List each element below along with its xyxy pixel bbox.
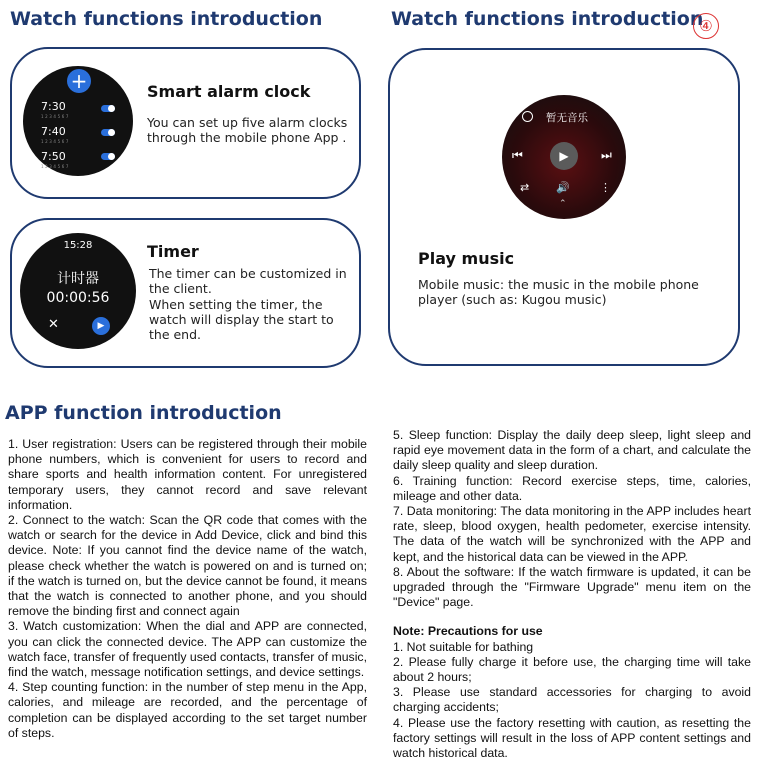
timer-description-1: The timer can be customized in the client.: [149, 266, 347, 296]
alarm-time-1: 7:30: [41, 100, 66, 113]
repeat-icon: ⇄: [520, 181, 530, 194]
alarm-title: Smart alarm clock: [147, 82, 311, 101]
music-title: Play music: [418, 249, 515, 268]
alarm-time-3: 7:50: [41, 150, 66, 163]
app-right-column: [393, 428, 751, 761]
alarm-toggle-2: [101, 129, 115, 136]
volume-icon: 🔊: [556, 181, 570, 194]
left-section-title: Watch functions introduction: [10, 8, 323, 30]
music-watch-label: 暂无音乐: [546, 112, 588, 124]
app-paragraph-4: 4. Step counting function: in the number of step menu in the App, calories, and mileage are recorded, and the percentage of completion can be displayed according to the set target number of steps.: [8, 680, 367, 740]
note-title: Note: Precautions for use: [393, 624, 543, 639]
play-icon: ▶: [92, 317, 110, 335]
app-paragraph-5: 5. Sleep function: Display the daily deep sleep, light sleep and rapid eye movement data in the form of a chart, and calculate the daily sleep quality and sleep duration.: [393, 428, 751, 473]
more-icon: ⋮: [600, 181, 611, 194]
note-item-2: 2. Please fully charge it before use, the charging time will take about 2 hours;: [393, 654, 751, 685]
app-paragraph-3: 3. Watch customization: When the dial and APP are connected, you can click the connected device. The APP can customize the watch face, transfer of frequently used contacts, transfer of music, find the watch, message notification settings, and device settings.: [8, 619, 367, 680]
app-paragraph-8: 8. About the software: If the watch firmware is updated, it can be upgraded through the "Firmware Upgrade" menu item on the "Device" page.: [393, 564, 751, 610]
add-alarm-icon: +: [67, 69, 91, 93]
app-paragraph-2: 2. Connect to the watch: Scan the QR code that comes with the watch or search for the device in Add Device, click and bind this device. Note: If you cannot find the device name of the watch, please check whether the watch is powered on and is turned on; if the watch is turned on, but the device cannot be found, it means that the watch is connected to another phone, and you should remove the binding first and connect again: [8, 513, 367, 619]
app-paragraph-6: 6. Training function: Record exercise steps, time, calories, mileage and other data.: [393, 473, 751, 503]
note-item-3: 3. Please use standard accessories for charging to avoid charging accidents;: [393, 685, 751, 715]
note-item-1: 1. Not suitable for bathing: [393, 639, 534, 654]
app-section-title: APP function introduction: [5, 402, 282, 424]
timer-watch-face: [20, 233, 136, 349]
play-pause-icon: ▶: [550, 142, 578, 170]
music-description: Mobile music: the music in the mobile phone player (such as: Kugou music): [418, 277, 699, 307]
watch-icon: [522, 111, 533, 122]
chevron-up-icon: ⌃: [559, 199, 567, 209]
music-watch-face: [502, 95, 626, 219]
alarm-time-2: 7:40: [41, 125, 66, 138]
timer-label: 计时器: [57, 271, 99, 287]
previous-track-icon: ⏮: [512, 148, 523, 162]
right-section-title: Watch functions introduction: [391, 8, 704, 30]
app-left-column: [8, 437, 367, 741]
alarm-watch-face: [23, 66, 133, 176]
app-paragraph-7: 7. Data monitoring: The data monitoring in the APP includes heart rate, sleep, blood oxygen, health pedometer, exercise intensity. The data of the watch will be synchronized with the APP and kept, and the historical data can be viewed in the APP.: [393, 504, 751, 564]
timer-clock: 15:28: [63, 240, 93, 251]
app-paragraph-1: 1. User registration: Users can be registered through their mobile phone numbers, which is convenient for users to record and share sports and health information content. For unregistered temporary users, they cannot record and save relevant information.: [8, 437, 367, 512]
alarm-toggle-3: [101, 153, 115, 160]
timer-value: 00:00:56: [46, 290, 110, 306]
page-number-badge: ④: [693, 13, 719, 39]
alarm-description: You can set up five alarm clocks through the mobile phone App .: [147, 115, 348, 145]
next-track-icon: ⏭: [601, 148, 612, 162]
alarm-days-1: 1234567: [41, 114, 71, 119]
close-icon: ✕: [48, 317, 59, 332]
timer-title: Timer: [147, 242, 199, 261]
alarm-days-3: 1234567: [41, 164, 71, 169]
alarm-days-2: 1234567: [41, 139, 71, 144]
timer-description-2: When setting the timer, the watch will display the start to the end.: [149, 297, 334, 342]
note-item-4: 4. Please use the factory resetting with caution, as resetting the factory settings will result in the loss of APP content settings and watch historical data.: [393, 715, 751, 761]
alarm-toggle-1: [101, 105, 115, 112]
